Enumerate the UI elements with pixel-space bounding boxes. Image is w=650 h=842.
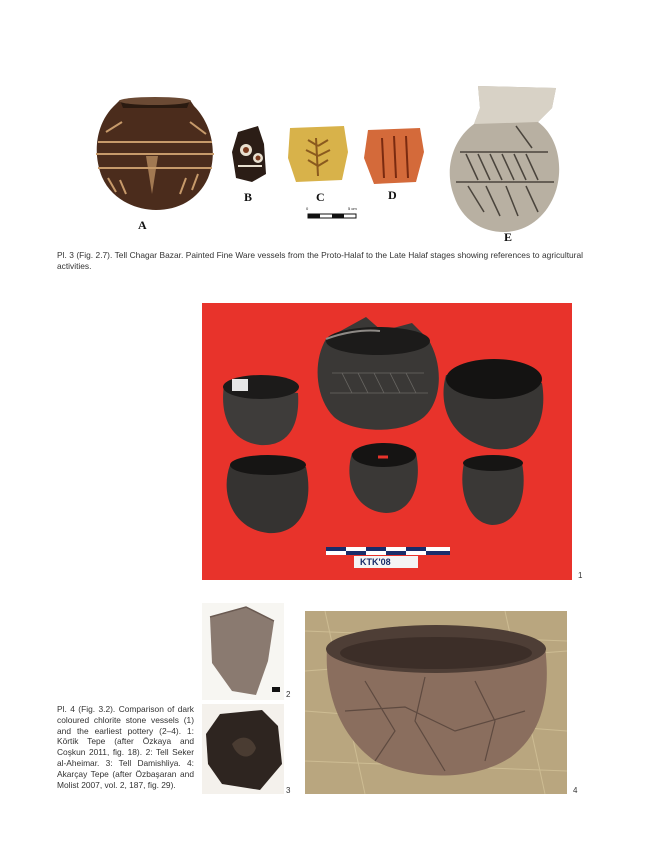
photo-number-1: 1 (578, 571, 583, 580)
sherd-d (364, 128, 424, 184)
scale-bar (308, 214, 356, 218)
sherd-2-drawing (202, 603, 284, 700)
stone-vessel-center-lower (349, 443, 417, 513)
vessel-a (96, 97, 214, 210)
stone-vessel-right-lower (462, 455, 523, 525)
photo-tag-ktk: KTK'08 (360, 557, 391, 567)
plate-4-caption: Pl. 4 (Fig. 3.2). Comparison of dark coloured chlorite stone vessels (1) and the earliest pottery (2–4). 1: Körtik Tepe (after Özkaya and Coşkun 2011, fig. 18). 2: Tell Seker al-Aheimar. 3: Tell Damishliya. 4: Akarçay Tepe (after Özbaşaran and Molist 2007, vol. 2, 187, fig. 29). (57, 704, 194, 790)
photo-sherd-tell-seker (202, 603, 284, 700)
plate-3-vessels (86, 82, 566, 244)
photo-bowl-akarcay-tepe (305, 611, 567, 794)
sherd-b (232, 126, 266, 182)
label-d: D (388, 188, 397, 202)
sherd-c (288, 126, 348, 182)
vessel-e (450, 86, 559, 232)
photo-number-4: 4 (573, 786, 578, 795)
label-c: C (316, 190, 325, 204)
label-a: A (138, 218, 147, 232)
stone-vessel-large (318, 317, 439, 430)
chlorite-vessels-drawing (202, 303, 572, 580)
plate-3-figure (86, 82, 566, 244)
scale-tick-0: 0 (306, 206, 309, 211)
photo-number-3: 3 (286, 786, 291, 795)
stone-vessel-left-lower (227, 455, 309, 533)
stone-vessel-right-upper (444, 359, 544, 449)
bowl-4-drawing (305, 611, 567, 794)
plate-3-caption: Pl. 3 (Fig. 2.7). Tell Chagar Bazar. Painted Fine Ware vessels from the Proto-Halaf to the Late Halaf stages showing references to agricultural activities. (57, 250, 583, 271)
photo-number-2: 2 (286, 690, 291, 699)
stone-vessel-left-upper (223, 375, 299, 445)
photo-chlorite-vessels (202, 303, 572, 580)
sherd-3-drawing (202, 704, 284, 794)
label-e: E (504, 230, 513, 244)
label-b: B (244, 190, 253, 204)
photo-sherd-tell-damishliya (202, 704, 284, 794)
scale-tick-5cm: 5 cm (348, 206, 357, 211)
